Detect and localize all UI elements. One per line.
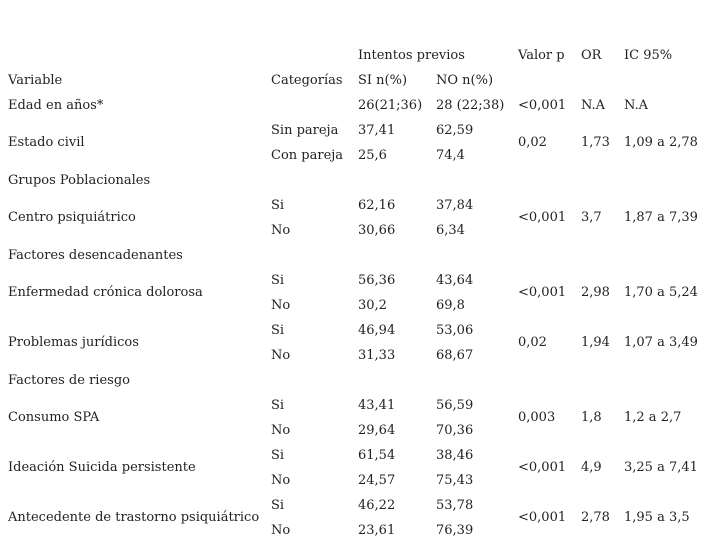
cell-valor-p: <0,001 <box>518 510 567 525</box>
header-intentos-previos: Intentos previos <box>358 48 465 63</box>
cell-or: N.A <box>581 98 606 113</box>
row-label-consumo-spa: Consumo SPA <box>8 410 100 425</box>
cell-no: 69,8 <box>436 298 465 313</box>
cell-si: 37,41 <box>358 123 396 138</box>
cell-categoria: No <box>271 348 291 363</box>
cell-si: 43,41 <box>358 398 396 413</box>
cell-si: 61,54 <box>358 448 396 463</box>
cell-si: 56,36 <box>358 273 396 288</box>
cell-no: 70,36 <box>436 423 474 438</box>
cell-or: 1,73 <box>581 135 610 150</box>
cell-si: 29,64 <box>358 423 396 438</box>
cell-si: 31,33 <box>358 348 396 363</box>
cell-categoria: Si <box>271 273 285 288</box>
cell-no: 38,46 <box>436 448 474 463</box>
section-grupos-poblacionales: Grupos Poblacionales <box>8 173 151 188</box>
cell-valor-p: 0,02 <box>518 135 547 150</box>
cell-categoria: No <box>271 423 291 438</box>
cell-si: 62,16 <box>358 198 396 213</box>
cell-ic: 3,25 a 7,41 <box>624 460 698 475</box>
cell-no: 76,39 <box>436 523 474 538</box>
header-si: SI n(%) <box>358 73 408 88</box>
cell-categoria: Si <box>271 498 285 513</box>
cell-categoria: No <box>271 523 291 538</box>
cell-ic: 1,09 a 2,78 <box>624 135 698 150</box>
cell-no: 75,43 <box>436 473 474 488</box>
cell-valor-p: 0,003 <box>518 410 556 425</box>
cell-si: 25,6 <box>358 148 387 163</box>
header-categorias: Categorías <box>271 73 343 88</box>
cell-ic: 1,70 a 5,24 <box>624 285 698 300</box>
cell-no: 6,34 <box>436 223 465 238</box>
row-label-enfermedad-cronica: Enfermedad crónica dolorosa <box>8 285 203 300</box>
cell-categoria: No <box>271 223 291 238</box>
cell-ic: 1,2 a 2,7 <box>624 410 682 425</box>
cell-or: 3,7 <box>581 210 602 225</box>
cell-categoria: Sin pareja <box>271 123 339 138</box>
header-valor-p: Valor p <box>518 48 565 63</box>
row-label-edad: Edad en años* <box>8 98 104 113</box>
section-factores-de-riesgo: Factores de riesgo <box>8 373 130 388</box>
cell-si: 46,94 <box>358 323 396 338</box>
row-label-problemas-juridicos: Problemas jurídicos <box>8 335 139 350</box>
cell-categoria: Si <box>271 198 285 213</box>
cell-categoria: Si <box>271 448 285 463</box>
cell-no: 43,64 <box>436 273 474 288</box>
header-or: OR <box>581 48 602 63</box>
cell-ic: 1,87 a 7,39 <box>624 210 698 225</box>
cell-valor-p: <0,001 <box>518 460 567 475</box>
cell-no: 68,67 <box>436 348 474 363</box>
cell-si: 30,2 <box>358 298 387 313</box>
cell-no: 28 (22;38) <box>436 98 505 113</box>
cell-categoria: No <box>271 473 291 488</box>
cell-no: 37,84 <box>436 198 474 213</box>
cell-categoria: No <box>271 298 291 313</box>
cell-valor-p: <0,001 <box>518 210 567 225</box>
cell-si: 46,22 <box>358 498 396 513</box>
cell-si: 30,66 <box>358 223 396 238</box>
cell-no: 56,59 <box>436 398 474 413</box>
cell-or: 2,98 <box>581 285 610 300</box>
cell-or: 4,9 <box>581 460 602 475</box>
cell-valor-p: <0,001 <box>518 285 567 300</box>
row-label-ideacion-suicida: Ideación Suicida persistente <box>8 460 196 475</box>
row-label-centro-psiquiatrico: Centro psiquiátrico <box>8 210 136 225</box>
row-label-estado-civil: Estado civil <box>8 135 85 150</box>
cell-categoria: Si <box>271 398 285 413</box>
cell-valor-p: <0,001 <box>518 98 567 113</box>
cell-ic: 1,95 a 3,5 <box>624 510 690 525</box>
cell-si: 23,61 <box>358 523 396 538</box>
header-variable: Variable <box>8 73 63 88</box>
cell-or: 1,8 <box>581 410 602 425</box>
cell-si: 26(21;36) <box>358 98 423 113</box>
cell-or: 1,94 <box>581 335 610 350</box>
cell-valor-p: 0,02 <box>518 335 547 350</box>
cell-si: 24,57 <box>358 473 396 488</box>
section-factores-desencadenantes: Factores desencadenantes <box>8 248 183 263</box>
row-label-antecedente-trastorno: Antecedente de trastorno psiquiátrico <box>8 510 260 525</box>
cell-categoria: Si <box>271 323 285 338</box>
cell-no: 53,78 <box>436 498 474 513</box>
cell-no: 62,59 <box>436 123 474 138</box>
cell-no: 74,4 <box>436 148 465 163</box>
header-no: NO n(%) <box>436 73 494 88</box>
cell-or: 2,78 <box>581 510 610 525</box>
header-ic: IC 95% <box>624 48 673 63</box>
cell-no: 53,06 <box>436 323 474 338</box>
cell-categoria: Con pareja <box>271 148 344 163</box>
cell-ic: 1,07 a 3,49 <box>624 335 698 350</box>
cell-ic: N.A <box>624 98 649 113</box>
